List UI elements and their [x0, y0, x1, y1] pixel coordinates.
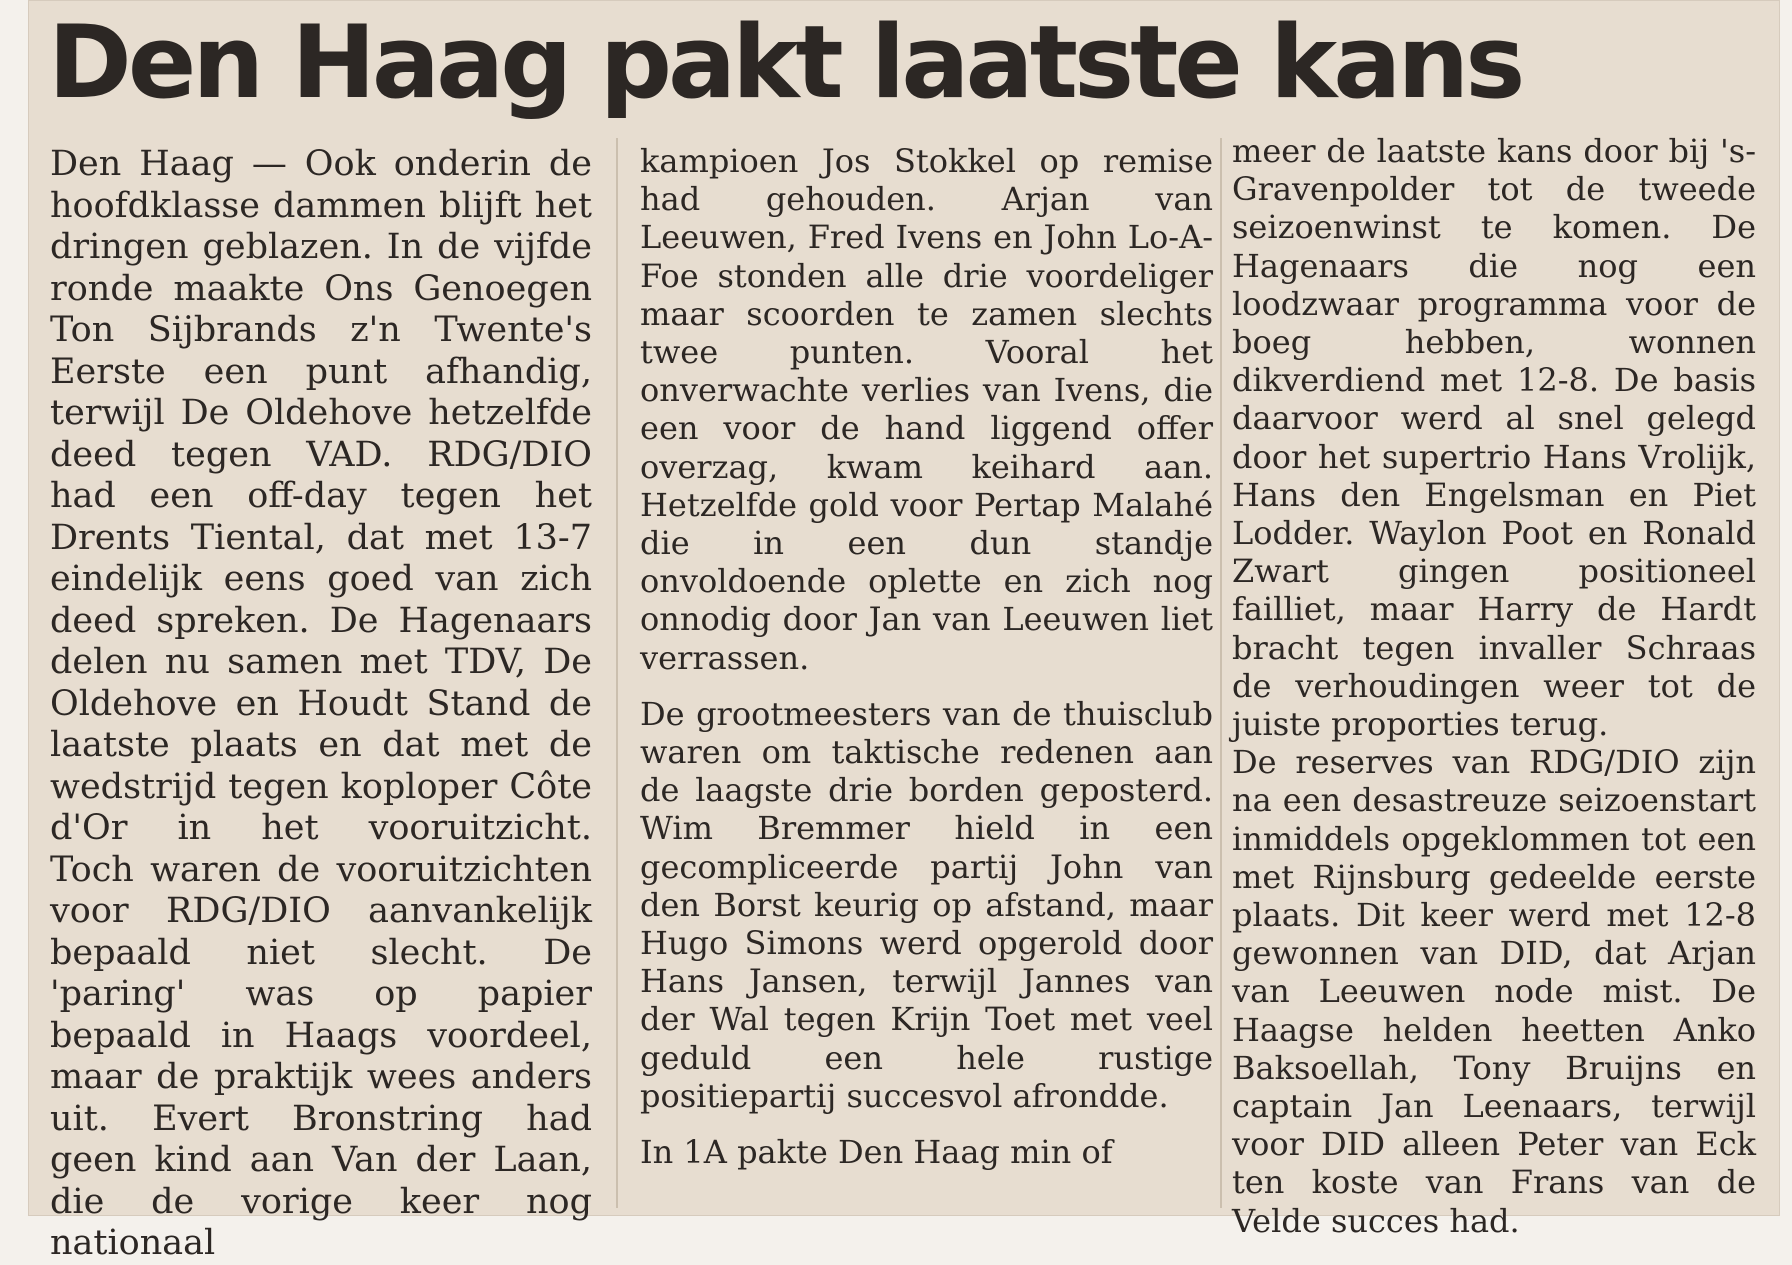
newspaper-clipping [28, 0, 1780, 1263]
paragraph: De reserves van RDG/DIO zijn na een desastreuze seizoenstart inmiddels opgeklommen tot een met Rijnsburg gedeelde eerste plaats. Dit keer werd met 12-8 gewonnen van DID, dat Arjan van Leeuwen node mist. De Haagse helden heetten Anko Baksoellah, Tony Bruijns en captain Jan Leenaars, terwijl voor DID alleen Peter van Eck ten koste van Frans van de Velde succes had. [1232, 743, 1756, 1240]
paragraph: De grootmeesters van de thuisclub waren om taktische redenen aan de laagste drie borden geposterd. Wim Bremmer hield in een gecompliceerde partij John van den Borst keurig op afstand, maar Hugo Simons werd opgerold door Hans Jansen, terwijl Jannes van der Wal tegen Krijn Toet met veel geduld een hele rustige positiepartij succesvol afrondde. [640, 694, 1213, 1115]
headline: Den Haag pakt laatste kans [48, 3, 1522, 121]
article-column-2 [640, 142, 1213, 1171]
paragraph: In 1A pakte Den Haag min of [640, 1133, 1113, 1172]
paragraph: Den Haag — Ook onderin de hoofdklasse dammen blijft het dringen geblazen. In de vijfde ronde maakte Ons Genoegen Ton Sijbrands z'n Twente's Eerste een punt afhandig, terwijl De Oldehove hetzelfde deed tegen VAD. RDG/DIO had een off-day tegen het Drents Tiental, dat met 13-7 eindelijk eens goed van zich deed spreken. De Hagenaars delen nu samen met TDV, De Oldehove en Houdt Stand de laatste plaats en dat met de wedstrijd tegen koploper Côte d'Or in het vooruitzicht. [50, 144, 592, 848]
paragraph: meer de laatste kans door bij 's-Gravenpolder tot de tweede seizoenwinst te komen. De Hagenaars die nog een loodzwaar programma voor de boeg hebben, wonnen dikverdiend met 12-8. De basis daarvoor werd al snel gelegd door het supertrio Hans Vrolijk, Hans den Engelsman en Piet Lodder. Waylon Poot en Ronald Zwart gingen positioneel failliet, maar Harry de Hardt bracht tegen invaller Schraas de verhoudingen weer tot de juiste proporties terug. [1232, 132, 1756, 744]
article-column-3 [1232, 132, 1756, 1240]
paragraph: kampioen Jos Stokkel op remise had gehouden. Arjan van Leeuwen, Fred Ivens en John Lo-A-Foe stonden alle drie voordeliger maar scoorden te zamen slechts twee punten. Vooral het onverwachte verlies van Ivens, die een voor de hand liggend offer overzag, kwam keihard aan. Hetzelfde gold voor Pertap Malahé die in een dun standje onvoldoende oplette en zich nog onnodig door Jan van Leeuwen liet verrassen. [640, 142, 1213, 677]
column-rule-1 [616, 138, 618, 1208]
paragraph: Toch waren de vooruitzichten voor RDG/DIO aanvankelijk bepaald niet slecht. De 'paring' was op papier bepaald in Haags voordeel, maar de praktijk wees anders uit. Evert Bronstring had geen kind aan Van der Laan, die de vorige keer nog nationaal [50, 849, 592, 1263]
column-rule-2 [1220, 138, 1222, 1208]
article-column-1 [50, 144, 592, 1265]
